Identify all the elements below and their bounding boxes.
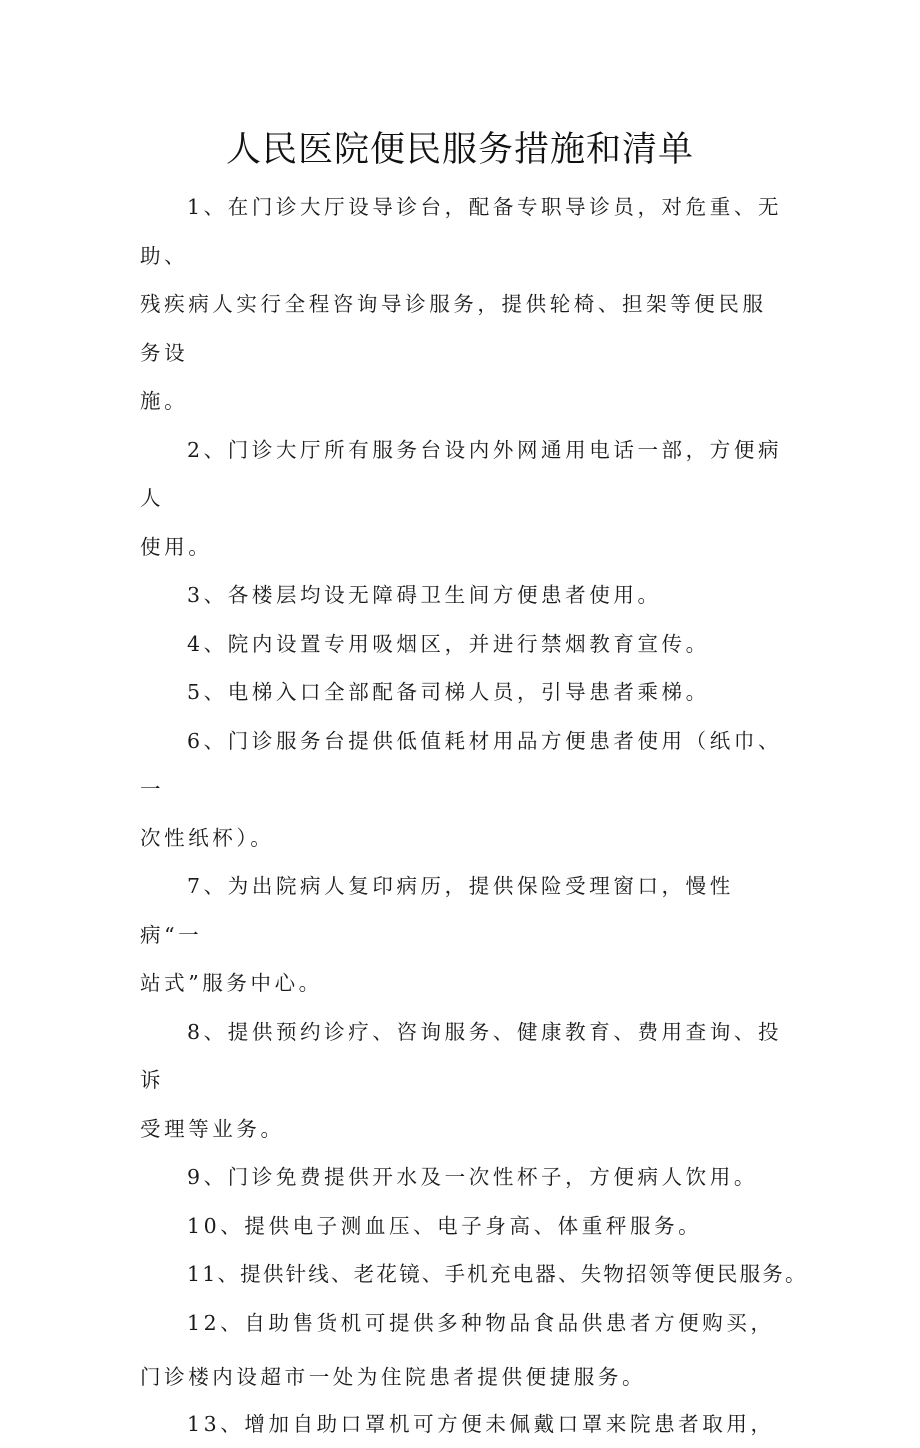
- item-12-line-1: 12、自助售货机可提供多种物品食品供患者方便购买，: [140, 1299, 790, 1348]
- list-item: [140, 1202, 790, 1251]
- list-item: [140, 1008, 790, 1154]
- item-4-line-1: 4、院内设置专用吸烟区，并进行禁烟教育宣传。: [140, 620, 790, 669]
- list-item: [140, 668, 790, 717]
- item-1-line-2: 残疾病人实行全程咨询导诊服务，提供轮椅、担架等便民服务设: [140, 280, 790, 377]
- item-12-line-2: 门诊楼内设超市一处为住院患者提供便捷服务。: [140, 1353, 790, 1402]
- item-8-line-1: 8、提供预约诊疗、咨询服务、健康教育、费用查询、投诉: [140, 1008, 790, 1105]
- list-item: [140, 862, 790, 1008]
- item-9-line-1: 9、门诊免费提供开水及一次性杯子，方便病人饮用。: [140, 1153, 790, 1202]
- list-item: [140, 1153, 790, 1202]
- item-6-line-1: 6、门诊服务台提供低值耗材用品方便患者使用（纸巾、一: [140, 717, 790, 814]
- item-11-line-1: 11、提供针线、老花镜、手机充电器、失物招领等便民服务。: [140, 1250, 790, 1299]
- list-item: [140, 571, 790, 620]
- item-7-line-2: 站式”服务中心。: [140, 959, 790, 1008]
- item-1-line-3: 施。: [140, 377, 790, 426]
- document-title: 人民医院便民服务措施和清单: [0, 126, 920, 174]
- list-item: [140, 426, 790, 572]
- item-1-line-1: 1、在门诊大厅设导诊台，配备专职导诊员，对危重、无助、: [140, 183, 790, 280]
- item-5-line-1: 5、电梯入口全部配备司梯人员，引导患者乘梯。: [140, 668, 790, 717]
- item-7-line-1: 7、为出院病人复印病历，提供保险受理窗口，慢性病“一: [140, 862, 790, 959]
- item-2-line-1: 2、门诊大厅所有服务台设内外网通用电话一部，方便病人: [140, 426, 790, 523]
- item-2-line-2: 使用。: [140, 523, 790, 572]
- list-item: [140, 183, 790, 426]
- list-item: [140, 1250, 790, 1299]
- document-body: [140, 183, 790, 1448]
- item-13-line-1: 13、增加自助口罩机可方便未佩戴口罩来院患者取用，: [140, 1400, 790, 1448]
- list-item: [140, 620, 790, 669]
- item-6-line-2: 次性纸杯）。: [140, 814, 790, 863]
- item-10-line-1: 10、提供电子测血压、电子身高、体重秤服务。: [140, 1202, 790, 1251]
- list-item: [140, 1400, 790, 1448]
- item-8-line-2: 受理等业务。: [140, 1105, 790, 1154]
- list-item: [140, 717, 790, 863]
- item-3-line-1: 3、各楼层均设无障碍卫生间方便患者使用。: [140, 571, 790, 620]
- list-item: [140, 1299, 790, 1402]
